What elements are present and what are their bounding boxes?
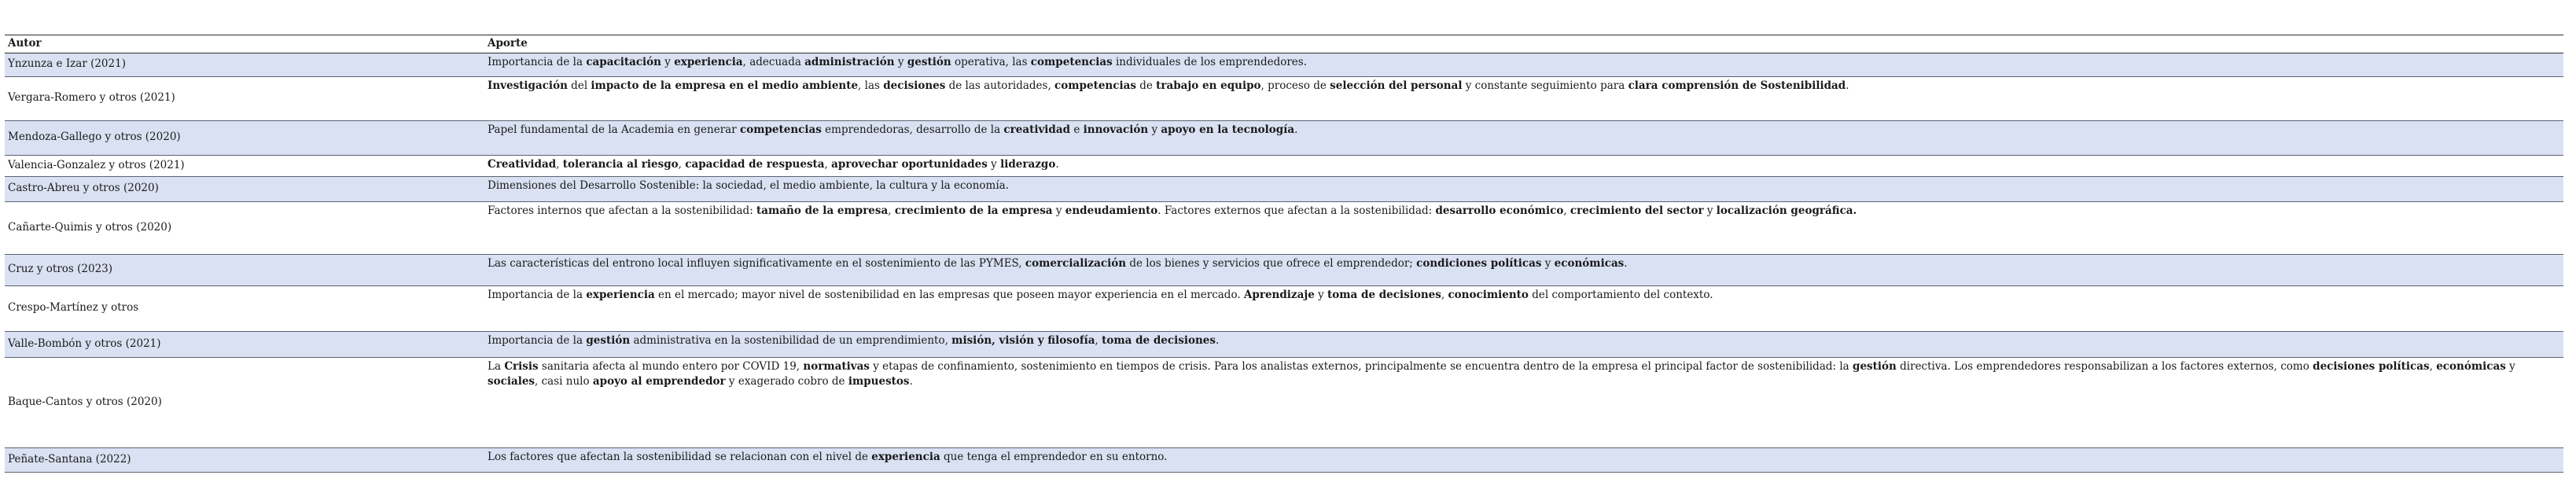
text-segment: y <box>2505 359 2515 373</box>
text-segment: y etapas de confinamiento, sostenimiento en tiempos de crisis. Para los analistas externos, principalmente se encuentra dentro de la empresa el principal factor de sostenibilidad: la <box>869 359 1853 373</box>
table-row <box>5 176 2563 201</box>
text-segment: y exagerado cobro de <box>725 375 848 388</box>
text-segment: , <box>556 157 563 171</box>
text-segment: , <box>1563 204 1570 217</box>
key-term: Investigación <box>488 79 568 92</box>
text-segment: . <box>909 375 913 388</box>
contribution-cell <box>484 155 2563 176</box>
contribution-cell <box>484 285 2563 331</box>
contribution-cell <box>484 176 2563 201</box>
author-cell: Ynzunza e Izar (2021) <box>5 53 484 76</box>
table-row <box>5 76 2563 120</box>
text-segment: e <box>1070 123 1084 136</box>
key-term: experiencia <box>674 55 743 68</box>
key-term: competencias <box>1054 79 1136 92</box>
text-segment: . <box>1055 157 1059 171</box>
text-segment: individuales de los emprendedores. <box>1112 55 1308 68</box>
text-segment: emprendedoras, desarrollo de la <box>821 123 1004 136</box>
text-segment: de <box>1135 79 1157 92</box>
table-header <box>5 35 2563 53</box>
text-segment: y <box>1052 204 1065 217</box>
text-segment: que tenga el emprendedor en su entorno. <box>940 450 1168 463</box>
text-segment: del comportamiento del contexto. <box>1528 288 1713 301</box>
key-term: creatividad <box>1003 123 1071 136</box>
text-segment: , <box>2429 359 2437 373</box>
author-cell: Valle-Bombón y otros (2021) <box>5 331 484 357</box>
text-segment: . <box>1294 123 1298 136</box>
key-term: misión, visión y filosofía <box>951 333 1095 347</box>
key-term: crecimiento de la empresa <box>894 204 1053 217</box>
table-container <box>5 35 2563 473</box>
table-row <box>5 254 2563 285</box>
text-segment: de las autoridades, <box>945 79 1055 92</box>
key-term: gestión <box>586 333 631 347</box>
key-term: experiencia <box>586 288 655 301</box>
key-term: económicas <box>2436 359 2506 373</box>
text-segment: . <box>1215 333 1220 347</box>
table-row <box>5 53 2563 76</box>
table-body <box>5 53 2563 472</box>
text-segment: y <box>1148 123 1161 136</box>
text-segment: , <box>824 157 832 171</box>
contribution-cell <box>484 357 2563 447</box>
key-term: administración <box>804 55 895 68</box>
key-term: crecimiento del sector <box>1570 204 1704 217</box>
text-segment: . Factores externos que afectan a la sostenibilidad: <box>1157 204 1436 217</box>
author-cell: Vergara-Romero y otros (2021) <box>5 76 484 120</box>
contribution-cell <box>484 53 2563 76</box>
column-header-aporte: Aporte <box>484 35 2563 53</box>
key-term: conocimiento <box>1448 288 1529 301</box>
author-cell: Baque-Cantos y otros (2020) <box>5 357 484 447</box>
author-cell: Castro-Abreu y otros (2020) <box>5 176 484 201</box>
key-term: competencias <box>739 123 822 136</box>
author-cell: Mendoza-Gallego y otros (2020) <box>5 120 484 155</box>
text-segment: , las <box>858 79 884 92</box>
key-term: competencias <box>1030 55 1113 68</box>
table-row <box>5 155 2563 176</box>
contribution-cell <box>484 331 2563 357</box>
text-segment: Factores internos que afectan a la sostenibilidad: <box>488 204 757 217</box>
key-term: Crisis <box>504 359 539 373</box>
text-segment: y constante seguimiento para <box>1462 79 1628 92</box>
text-segment: y <box>987 157 1001 171</box>
text-segment: administrativa en la sostenibilidad de un emprendimiento, <box>630 333 952 347</box>
key-term: capacidad de respuesta <box>685 157 825 171</box>
text-segment: , <box>1095 333 1102 347</box>
text-segment: y <box>1314 288 1328 301</box>
text-segment: , <box>678 157 686 171</box>
key-term: impuestos <box>848 375 910 388</box>
text-segment: directiva. Los emprendedores responsabilizan a los factores externos, como <box>1896 359 2313 373</box>
table-row <box>5 201 2563 254</box>
contribution-cell <box>484 76 2563 120</box>
key-term: impacto de la empresa en el medio ambiente <box>591 79 859 92</box>
key-term: Creatividad <box>488 157 557 171</box>
key-term: sociales <box>488 375 535 388</box>
author-cell: Cruz y otros (2023) <box>5 254 484 285</box>
author-cell: Peñate-Santana (2022) <box>5 447 484 472</box>
text-segment: , casi nulo <box>535 375 593 388</box>
key-term: condiciones políticas <box>1416 256 1542 270</box>
key-term: apoyo al emprendedor <box>592 375 726 388</box>
table-row <box>5 447 2563 472</box>
key-term: normativas <box>803 359 870 373</box>
text-segment: Importancia de la <box>488 333 587 347</box>
key-term: económicas <box>1554 256 1625 270</box>
text-segment: La <box>488 359 505 373</box>
key-term: decisiones políticas <box>2313 359 2430 373</box>
key-term: gestión <box>907 55 951 68</box>
text-segment: Importancia de la <box>488 55 587 68</box>
text-segment: y <box>1541 256 1555 270</box>
contribution-cell <box>484 201 2563 254</box>
author-cell: Valencia-Gonzalez y otros (2021) <box>5 155 484 176</box>
key-term: tamaño de la empresa <box>756 204 889 217</box>
text-segment: Los factores que afectan la sostenibilidad se relacionan con el nivel de <box>488 450 872 463</box>
text-segment: . <box>1846 79 1849 92</box>
text-segment: . <box>1624 256 1628 270</box>
text-segment: , proceso de <box>1260 79 1330 92</box>
text-segment: Papel fundamental de la Academia en generar <box>488 123 740 136</box>
key-term: clara comprensión de Sostenibilidad <box>1628 79 1846 92</box>
text-segment: Importancia de la <box>488 288 587 301</box>
text-segment: , <box>1441 288 1448 301</box>
key-term: toma de decisiones <box>1327 288 1441 301</box>
author-cell: Crespo-Martínez y otros <box>5 285 484 331</box>
key-term: localización geográfica. <box>1716 204 1857 217</box>
header-row <box>5 35 2563 53</box>
key-term: gestión <box>1853 359 1897 373</box>
text-segment: sanitaria afecta al mundo entero por COVID 19, <box>538 359 804 373</box>
key-term: apoyo en la tecnología <box>1161 123 1295 136</box>
text-segment: y <box>1703 204 1717 217</box>
author-cell: Cañarte-Quimis y otros (2020) <box>5 201 484 254</box>
text-segment: operativa, las <box>951 55 1031 68</box>
key-term: tolerancia al riesgo <box>562 157 679 171</box>
key-term: Aprendizaje <box>1243 288 1315 301</box>
table-row <box>5 357 2563 447</box>
contribution-cell <box>484 447 2563 472</box>
text-segment: , <box>888 204 895 217</box>
contribution-cell <box>484 254 2563 285</box>
key-term: innovación <box>1083 123 1149 136</box>
key-term: endeudamiento <box>1065 204 1158 217</box>
text-segment: de los bienes y servicios que ofrece el emprendedor; <box>1126 256 1417 270</box>
text-segment: en el mercado; mayor nivel de sostenibilidad en las empresas que poseen mayor experiencia en el mercado. <box>654 288 1244 301</box>
key-term: experiencia <box>871 450 940 463</box>
key-term: capacitación <box>586 55 661 68</box>
key-term: desarrollo económico <box>1435 204 1564 217</box>
table-row <box>5 120 2563 155</box>
text-segment: del <box>567 79 591 92</box>
key-term: selección del personal <box>1330 79 1463 92</box>
authors-contributions-table <box>5 35 2563 473</box>
column-header-autor: Autor <box>5 35 484 53</box>
text-segment: Dimensiones del Desarrollo Sostenible: la sociedad, el medio ambiente, la cultura y la economía. <box>488 179 1009 192</box>
text-segment: , adecuada <box>742 55 805 68</box>
key-term: liderazgo <box>1000 157 1056 171</box>
text-segment: y <box>661 55 675 68</box>
key-term: comercialización <box>1025 256 1127 270</box>
key-term: aprovechar oportunidades <box>831 157 988 171</box>
contribution-cell <box>484 120 2563 155</box>
key-term: trabajo en equipo <box>1156 79 1261 92</box>
key-term: decisiones <box>883 79 946 92</box>
table-row <box>5 285 2563 331</box>
text-segment: Las características del entrono local influyen significativamente en el sostenimiento de las PYMES, <box>488 256 1025 270</box>
table-row <box>5 331 2563 357</box>
key-term: toma de decisiones <box>1102 333 1216 347</box>
text-segment: y <box>894 55 907 68</box>
